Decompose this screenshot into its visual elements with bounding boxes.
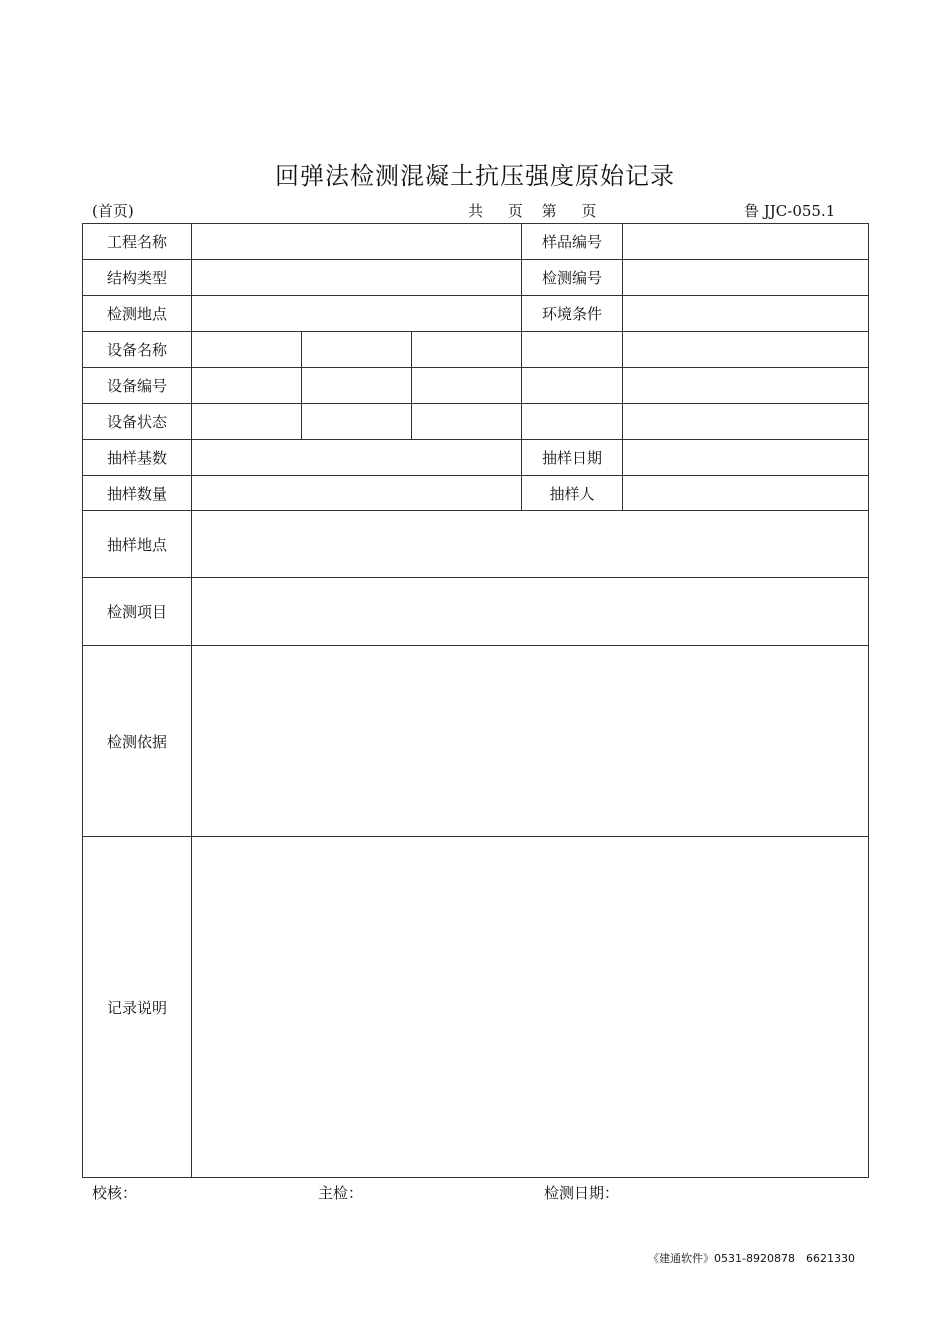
- software-credit: 《建通软件》0531-8920878 6621330: [648, 1252, 855, 1265]
- equip-name-field-4[interactable]: [522, 332, 623, 368]
- structure-type-label: 结构类型: [83, 260, 192, 296]
- record-note-field[interactable]: [192, 837, 869, 1178]
- page-title: 回弹法检测混凝土抗压强度原始记录: [275, 162, 675, 190]
- equip-status-field-3[interactable]: [412, 404, 522, 440]
- equip-status-label: 设备状态: [83, 404, 192, 440]
- structure-type-field[interactable]: [192, 260, 522, 296]
- record-note-label: 记录说明: [83, 837, 192, 1178]
- sample-qty-field[interactable]: [192, 476, 522, 511]
- page-indicator: (首页): [92, 202, 134, 220]
- page-count-total-unit: 页: [507, 202, 523, 220]
- test-date-label: 检测日期：: [544, 1184, 620, 1202]
- test-basis-field[interactable]: [192, 646, 869, 837]
- sample-site-field[interactable]: [192, 511, 869, 578]
- equip-status-field-1[interactable]: [192, 404, 302, 440]
- equip-name-field-3[interactable]: [412, 332, 522, 368]
- equip-no-field-2[interactable]: [302, 368, 412, 404]
- main-inspector-label: 主检：: [318, 1184, 364, 1202]
- sample-base-label: 抽样基数: [83, 440, 192, 476]
- equip-name-field-2[interactable]: [302, 332, 412, 368]
- equip-name-field-1[interactable]: [192, 332, 302, 368]
- equip-status-field-4[interactable]: [522, 404, 623, 440]
- record-form: [82, 223, 869, 1178]
- checker-label: 校核：: [92, 1184, 138, 1202]
- sample-date-label: 抽样日期: [522, 440, 623, 476]
- equip-status-field-5[interactable]: [623, 404, 869, 440]
- test-no-field[interactable]: [623, 260, 869, 296]
- project-name-field[interactable]: [192, 224, 522, 260]
- equip-name-field-5[interactable]: [623, 332, 869, 368]
- equip-no-field-1[interactable]: [192, 368, 302, 404]
- env-cond-field[interactable]: [623, 296, 869, 332]
- env-cond-label: 环境条件: [522, 296, 623, 332]
- sample-qty-label: 抽样数量: [83, 476, 192, 511]
- page-count: [468, 200, 616, 221]
- test-item-label: 检测项目: [83, 578, 192, 646]
- test-site-label: 检测地点: [83, 296, 192, 332]
- equip-no-field-3[interactable]: [412, 368, 522, 404]
- sample-site-label: 抽样地点: [83, 511, 192, 578]
- sample-date-field[interactable]: [623, 440, 869, 476]
- project-name-label: 工程名称: [83, 224, 192, 260]
- form-code: 鲁 JJC-055.1: [744, 202, 836, 220]
- equip-no-field-4[interactable]: [522, 368, 623, 404]
- sample-no-field[interactable]: [623, 224, 869, 260]
- sampler-field[interactable]: [623, 476, 869, 511]
- sample-no-label: 样品编号: [522, 224, 623, 260]
- test-site-field[interactable]: [192, 296, 522, 332]
- sample-base-field[interactable]: [192, 440, 522, 476]
- sampler-label: 抽样人: [522, 476, 623, 511]
- equip-name-label: 设备名称: [83, 332, 192, 368]
- page-count-total-label: 共: [468, 202, 484, 220]
- equip-status-field-2[interactable]: [302, 404, 412, 440]
- page-count-current-unit: 页: [581, 202, 597, 220]
- test-no-label: 检测编号: [522, 260, 623, 296]
- equip-no-field-5[interactable]: [623, 368, 869, 404]
- test-basis-label: 检测依据: [83, 646, 192, 837]
- equip-no-label: 设备编号: [83, 368, 192, 404]
- page-count-current-label: 第: [541, 202, 557, 220]
- test-item-field[interactable]: [192, 578, 869, 646]
